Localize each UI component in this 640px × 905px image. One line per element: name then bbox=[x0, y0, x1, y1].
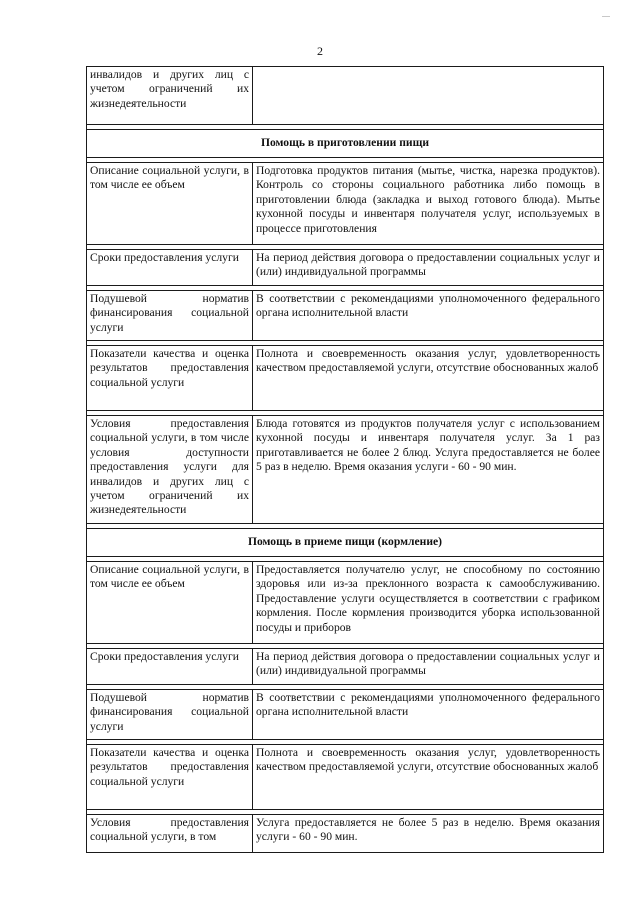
row-value: В соответствии с рекомендациями уполномоченного федерального органа исполнительной власти bbox=[253, 690, 604, 740]
table-row bbox=[87, 815, 604, 853]
table-row bbox=[87, 562, 604, 644]
table-row bbox=[87, 346, 604, 411]
row-value: Подготовка продуктов питания (мытье, чистка, нарезка продуктов). Контроль со стороны социального работника либо помощь в приготовлении блюда (закладка и выход готового блюда). Мытье кухонной посуды и инвентаря получателя услуг, используемых в процессе приготовления bbox=[253, 163, 604, 245]
row-label: Описание социальной услуги, в том числе ее объем bbox=[87, 562, 253, 644]
row-value: Услуга предоставляется не более 5 раз в неделю. Время оказания услуги - 60 - 90 мин. bbox=[253, 815, 604, 853]
table-row bbox=[87, 649, 604, 685]
row-value: Блюда готовятся из продуктов получателя услуг с использованием кухонной посуды и инвентаря получателя услуг. За 1 раз приготавливается не более 2 блюд. Услуга предоставляется не более 5 раз в неделю. Время оказания услуги - 60 - 90 мин. bbox=[253, 416, 604, 524]
row-value: Предоставляется получателю услуг, не способному по состоянию здоровья или из-за преклонного возраста к самообслуживанию. Предоставление услуги осуществляется в соответствии с графиком кормления. После кормления производится уборка использованной посуды и приборов bbox=[253, 562, 604, 644]
services-table bbox=[86, 66, 604, 853]
scan-artifact bbox=[602, 16, 610, 17]
row-value bbox=[253, 67, 604, 125]
row-label: Описание социальной услуги, в том числе ее объем bbox=[87, 163, 253, 245]
table-row bbox=[87, 291, 604, 341]
row-value: Полнота и своевременность оказания услуг, удовлетворенность качеством предоставляемой услуги, отсутствие обоснованных жалоб bbox=[253, 346, 604, 411]
section-title-cooking: Помощь в приготовлении пищи bbox=[87, 130, 604, 158]
row-value: На период действия договора о предоставлении социальных услуг и (или) индивидуальной программы bbox=[253, 649, 604, 685]
table-row bbox=[87, 67, 604, 125]
section-header bbox=[87, 130, 604, 158]
section-title-feeding: Помощь в приеме пищи (кормление) bbox=[87, 529, 604, 557]
row-label: Показатели качества и оценка результатов предоставления социальной услуги bbox=[87, 346, 253, 411]
row-label: Условия предоставления социальной услуги, в том bbox=[87, 815, 253, 853]
table-row bbox=[87, 250, 604, 286]
table-row bbox=[87, 416, 604, 524]
section-header bbox=[87, 529, 604, 557]
row-value: В соответствии с рекомендациями уполномоченного федерального органа исполнительной власти bbox=[253, 291, 604, 341]
row-label: Условия предоставления социальной услуги, в том числе условия доступности предоставления услуги для инвалидов и других лиц с учетом ограничений их жизнедеятельности bbox=[87, 416, 253, 524]
table-row bbox=[87, 163, 604, 245]
table-row bbox=[87, 690, 604, 740]
row-label: инвалидов и других лиц с учетом ограничений их жизнедеятельности bbox=[87, 67, 253, 125]
page-number: 2 bbox=[317, 44, 323, 58]
row-label: Сроки предоставления услуги bbox=[87, 649, 253, 685]
table-row bbox=[87, 745, 604, 810]
row-label: Сроки предоставления услуги bbox=[87, 250, 253, 286]
row-label: Показатели качества и оценка результатов предоставления социальной услуги bbox=[87, 745, 253, 810]
row-value: Полнота и своевременность оказания услуг, удовлетворенность качеством предоставляемой услуги, отсутствие обоснованных жалоб bbox=[253, 745, 604, 810]
row-label: Подушевой норматив финансирования социальной услуги bbox=[87, 291, 253, 341]
row-value: На период действия договора о предоставлении социальных услуг и (или) индивидуальной программы bbox=[253, 250, 604, 286]
row-label: Подушевой норматив финансирования социальной услуги bbox=[87, 690, 253, 740]
